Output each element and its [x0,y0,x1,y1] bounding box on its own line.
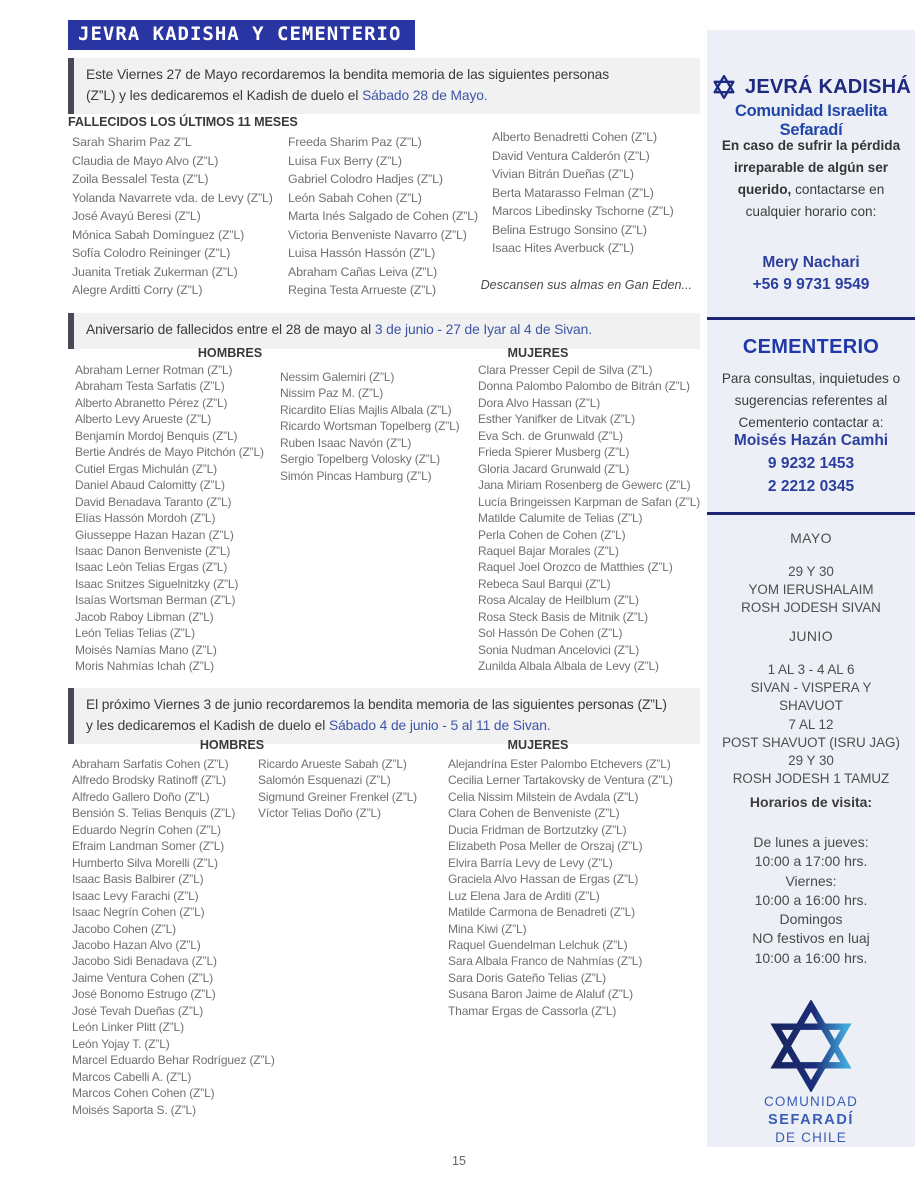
deceased-name: Víctor Telias Doño (Z”L) [258,806,381,821]
calendar-mayo-lines [707,563,915,618]
cementerio-contact-name: Moisés Hazán Camhi [733,432,889,449]
deceased-name: Rosa Steck Basis de Mitnik (Z”L) [478,609,648,624]
deceased-name: Alfredo Brodsky Ratinoff (Z”L) [72,773,227,788]
notice-line2-prefix: (Z”L) y les dedicaremos el Kadish de duelo el [86,87,363,103]
deceased-name: José Tevah Dueñas (Z”L) [72,1003,204,1018]
deceased-name: Gabriel Colodro Hadjes (Z”L) [288,172,443,187]
deceased-name: Alberto Levy Arueste (Z”L) [75,412,212,427]
deceased-name: Mina Kiwi (Z”L) [448,921,527,936]
deceased-name: Humberto Silva Morelli (Z”L) [72,855,218,870]
deceased-name: Abraham Testa Sarfatis (Z”L) [75,379,225,394]
deceased-name: Alfredo Gallero Doño (Z”L) [72,789,210,804]
deceased-name: Cutiel Ergas Michulán (Z”L) [75,461,217,476]
deceased-name: Alberto Abranetto Pérez (Z”L) [75,395,228,410]
deceased-name: Marcos Cohen Cohen (Z”L) [72,1086,215,1101]
deceased-name: Cecilia Lerner Tartakovsky de Ventura (Z”L) [448,773,673,788]
deceased-name: Ducia Fridman de Bortzutzky (Z”L) [448,822,627,837]
deceased-name: Ricardito Elías Majlis Albala (Z”L) [280,402,452,417]
hombres-label: HOMBRES [197,346,263,360]
deceased-name: Elvira Barría Levy de Levy (Z”L) [448,855,613,870]
deceased-name: Yolanda Navarrete vda. de Levy (Z”L) [72,190,273,205]
contact-paragraph-rest: contactarse en cualquier horario con: [745,182,885,220]
deceased-name: Isaac Levy Farachi (Z”L) [72,888,199,903]
contact-paragraph [707,135,915,223]
deceased-name: Elías Hassón Mordoh (Z”L) [75,511,216,526]
deceased-name: Moisés Saporta S. (Z”L) [72,1102,196,1117]
deceased-name: Donna Palombo Palombo de Bitrán (Z”L) [478,379,690,394]
deceased-name: León Sabah Cohen (Z”L) [288,190,422,205]
deceased-name: Celia Nissim Milstein de Avdala (Z”L) [448,789,639,804]
fallecidos-column-2 [288,133,478,300]
comunidad-subtitle: Comunidad Israelita Sefaradí [734,102,887,139]
deceased-name: Marcos Cabelli A. (Z”L) [72,1069,192,1084]
visiting-hours-line: 10:00 a 16:00 hrs. [754,891,868,908]
deceased-name: Giusseppe Hazan Hazan (Z”L) [75,527,234,542]
proximo-hombres-column-1 [72,756,275,1118]
calendar-entry: 29 Y 30 [788,753,834,769]
deceased-name: Jacob Raboy Libman (Z”L) [75,609,214,624]
aniversario-mujeres-column [478,362,700,675]
deceased-name: Claudia de Mayo Alvo (Z”L) [72,153,219,168]
calendar-junio-lines [707,661,915,788]
deceased-name: Lucía Bringeissen Karpman de Safan (Z”L) [478,494,701,509]
deceased-name: Luisa Hassón Hassón (Z”L) [288,246,436,261]
deceased-name: León Linker Plitt (Z”L) [72,1020,184,1035]
calendar-entry: 1 AL 3 - 4 AL 6 [767,662,855,677]
deceased-name: Alberto Benadretti Cohen (Z”L) [492,130,657,144]
deceased-name: Mónica Sabah Domínguez (Z”L) [72,227,245,242]
deceased-name: Efraim Landman Somer (Z”L) [72,839,225,854]
deceased-name: Isaac Basis Balbirer (Z”L) [72,872,204,887]
deceased-name: Moris Nahmías Ichah (Z”L) [75,659,214,674]
fallecidos-column-3 [492,128,674,258]
deceased-name: Daniel Abaud Calomitty (Z”L) [75,478,225,493]
deceased-name: Juanita Tretiak Zukerman (Z”L) [72,264,238,279]
page-title: JEVRA KADISHA Y CEMENTERIO [68,20,415,50]
deceased-name: Ruben Isaac Navón (Z”L) [280,435,412,450]
deceased-name: Clara Presser Cepil de Silva (Z”L) [478,363,653,377]
calendar-month-junio: JUNIO [789,628,833,644]
deceased-name: Eva Sch. de Grunwald (Z”L) [478,428,623,443]
deceased-name: Jacobo Sidi Benadava (Z”L) [72,954,217,969]
deceased-name: Jana Miriam Rosenberg de Gewerc (Z”L) [478,478,691,493]
deceased-name: Regina Testa Arrueste (Z”L) [288,283,436,298]
jevra-kadisha-header [707,74,915,100]
logo-wordmark [707,1093,915,1147]
calendar-month-mayo: MAYO [790,530,832,546]
notice-line1: Este Viernes 27 de Mayo recordaremos la bendita memoria de las siguientes personas [86,67,610,82]
deceased-name: Matilde Carmona de Benadreti (Z”L) [448,905,635,920]
deceased-name: Isaac Snitzes Siguelnitzky (Z”L) [75,576,239,591]
deceased-name: Simón Pincas Hamburg (Z”L) [280,468,432,483]
hombres-label: HOMBRES [199,738,265,752]
calendar-entry: YOM IERUSHALAIM [748,582,874,598]
gan-eden-footnote: Descansen sus almas en Gan Eden... [480,278,692,292]
mujeres-label: MUJERES [507,346,569,360]
contact-phone: +56 9 9731 9549 [752,276,870,293]
logo-line-dechile: DE CHILE [775,1130,847,1145]
deceased-name: Dora Alvo Hassan (Z”L) [478,395,601,410]
deceased-name: Luisa Fux Berry (Z”L) [288,153,402,168]
deceased-name: José Avayú Beresi (Z”L) [72,209,201,224]
fallecidos-column-1 [72,133,273,300]
deceased-name: Marta Inés Salgado de Cohen (Z”L) [288,209,478,224]
deceased-name: Susana Baron Jaime de Alaluf (Z”L) [448,987,633,1002]
horarios-lines [707,833,915,968]
deceased-name: Rosa Alcalay de Heilblum (Z”L) [478,593,639,608]
deceased-name: Sarah Sharim Paz Z”L [72,135,192,149]
divider [707,317,915,320]
notice-prefix: Aniversario de fallecidos entre el 28 de mayo al [86,322,375,337]
calendar-entry: ROSH JODESH SIVAN [741,600,881,616]
calendar-entry: SHAVUOT [779,698,843,714]
cementerio-title: CEMENTERIO [742,336,880,358]
proximo-hombres-column-2 [258,756,417,822]
deceased-name: Vivian Bitrán Dueñas (Z”L) [492,167,634,182]
deceased-name: Graciela Alvo Hassan de Ergas (Z”L) [448,872,639,887]
aniversario-hombres-column-2 [280,369,460,484]
deceased-name: León Yojay T. (Z”L) [72,1036,170,1051]
deceased-name: Gloria Jacard Grunwald (Z”L) [478,461,630,476]
notice-line2-prefix: y les dedicaremos el Kadish de duelo el [86,717,329,733]
deceased-name: Eduardo Negrín Cohen (Z”L) [72,822,221,837]
notice-proximo-viernes [68,688,700,744]
deceased-name: Sigmund Greiner Frenkel (Z”L) [258,789,418,804]
calendar-entry: 7 AL 12 [788,716,834,732]
deceased-name: Isaac Danon Benveniste (Z”L) [75,543,231,558]
deceased-name: Marcel Eduardo Behar Rodríguez (Z”L) [72,1053,275,1068]
visiting-hours-line: Viernes: [785,872,837,889]
deceased-name: Salomón Esquenazi (Z”L) [258,773,391,788]
calendar-entry: 29 Y 30 [788,564,834,579]
deceased-name: Ricardo Wortsman Topelberg (Z”L) [280,419,460,434]
deceased-name: Luz Elena Jara de Arditi (Z”L) [448,888,600,903]
deceased-name: Elizabeth Posa Meller de Orszaj (Z”L) [448,839,643,854]
cementerio-paragraph: Para consultas, inquietudes o sugerencias referentes al Cementerio contactar a: [721,371,901,431]
deceased-name: Nissim Paz M. (Z”L) [280,386,384,401]
deceased-name: Bensión S. Telias Benquis (Z”L) [72,806,236,821]
jevra-kadisha-title: JEVRÁ KADISHÁ [745,75,911,98]
deceased-name: Isaac Negrín Cohen (Z”L) [72,905,205,920]
deceased-name: Benjamín Mordoj Benquis (Z”L) [75,428,238,443]
star-of-david-icon [711,74,737,100]
deceased-name: Isaías Wortsman Berman (Z”L) [75,593,236,608]
deceased-name: Abraham Cañas Leiva (Z”L) [288,264,438,279]
fallecidos-heading: FALLECIDOS LOS ÚLTIMOS 11 MESES [68,115,298,129]
sefaradi-logo [707,1000,915,1097]
deceased-name: Belina Estrugo Sonsino (Z”L) [492,222,647,237]
deceased-name: Sonia Nudman Ancelovici (Z”L) [478,642,640,657]
deceased-name: Sergio Topelberg Volosky (Z”L) [280,452,441,467]
notice-line1: El próximo Viernes 3 de junio recordaremos la bendita memoria de las siguientes personas (Z”L) [86,697,667,712]
deceased-name: David Ventura Calderón (Z”L) [492,148,650,163]
deceased-name: Alegre Arditti Corry (Z”L) [72,283,203,298]
notice-highlight-date: Sábado 4 de junio - 5 al 11 de Sivan. [328,717,551,733]
horarios-title: Horarios de visita: [749,794,873,810]
calendar-entry: SIVAN - VISPERA Y [750,680,872,696]
sidebar [707,30,915,1147]
deceased-name: Bertie Andrés de Mayo Pitchón (Z”L) [75,445,264,460]
deceased-name: Sara Doris Gateño Telias (Z”L) [448,970,607,985]
deceased-name: Rebeca Saul Barqui (Z”L) [478,576,611,591]
deceased-name: Sara Albala Franco de Nahmías (Z”L) [448,954,643,969]
deceased-name: Moisés Namías Mano (Z”L) [75,642,217,657]
contact-paragraph-bold: En caso de sufrir la pérdida irreparable de algún ser querido, [721,138,901,198]
proximo-mujeres-column [448,756,673,1019]
deceased-name: Esther Yanifker de Litvak (Z”L) [478,412,635,427]
visiting-hours-line: Domingos [779,911,843,928]
deceased-name: Raquel Guendelman Lelchuk (Z”L) [448,937,628,952]
deceased-name: Raquel Bajar Morales (Z”L) [478,543,619,558]
deceased-name: Isaac Leòn Telias Ergas (Z”L) [75,560,228,575]
visiting-hours-line: 10:00 a 17:00 hrs. [754,853,868,870]
calendar-entry: ROSH JODESH 1 TAMUZ [732,771,890,787]
visiting-hours-line: NO festivos en luaj [752,930,870,947]
deceased-name: Jaime Ventura Cohen (Z”L) [72,970,213,985]
notice-viernes-27 [68,58,700,114]
divider [707,512,915,515]
mujeres-label: MUJERES [507,738,569,752]
deceased-name: Jacobo Hazan Alvo (Z”L) [72,937,201,952]
deceased-name: Alejandrína Ester Palombo Etchevers (Z”L) [448,757,671,771]
deceased-name: Isaac Hites Averbuck (Z”L) [492,241,634,256]
deceased-name: Ricardo Arueste Sabah (Z”L) [258,757,407,771]
logo-line-sefaradi: SEFARADÍ [767,1112,855,1128]
deceased-name: David Benadava Taranto (Z”L) [75,494,232,509]
visiting-hours-line: 10:00 a 16:00 hrs. [754,949,868,966]
deceased-name: Jacobo Cohen (Z”L) [72,921,177,936]
deceased-name: Nessim Galemiri (Z”L) [280,370,395,384]
logo-line-comunidad: COMUNIDAD [763,1094,859,1109]
aniversario-hombres-column-1 [75,362,264,675]
notice-highlight-date: 3 de junio - 27 de Iyar al 4 de Sivan. [374,322,592,337]
deceased-name: Freeda Sharim Paz (Z”L) [288,135,422,149]
deceased-name: Sol Hassón De Cohen (Z”L) [478,626,623,641]
deceased-name: León Telias Telias (Z”L) [75,626,196,641]
cementerio-phone-2: 2 2212 0345 [767,478,855,495]
contact-name: Mery Nachari [762,254,860,271]
deceased-name: Marcos Libedinsky Tschorne (Z”L) [492,204,674,219]
deceased-name: Raquel Joel Orozco de Matthies (Z”L) [478,560,673,575]
deceased-name: Abraham Sarfatis Cohen (Z”L) [72,757,229,771]
page-number: 15 [452,1154,466,1168]
deceased-name: Berta Matarasso Felman (Z”L) [492,185,654,200]
deceased-name: Sofía Colodro Reininger (Z”L) [72,246,231,261]
deceased-name: Clara Cohen de Benveniste (Z”L) [448,806,620,821]
notice-highlight-date: Sábado 28 de Mayo. [362,87,488,103]
deceased-name: Matilde Calumite de Telias (Z”L) [478,511,643,526]
visiting-hours-line: De lunes a jueves: [753,834,869,850]
notice-aniversario [68,313,700,349]
deceased-name: Zunilda Albala Albala de Levy (Z”L) [478,659,659,674]
deceased-name: Frieda Spierer Musberg (Z”L) [478,445,630,460]
star-of-david-logo-icon [765,1000,857,1092]
calendar-entry: POST SHAVUOT (ISRU JAG) [722,734,900,750]
deceased-name: Victoria Benveniste Navarro (Z”L) [288,227,467,242]
deceased-name: Perla Cohen de Cohen (Z”L) [478,527,626,542]
deceased-name: Zoila Bessalel Testa (Z”L) [72,172,209,187]
cementerio-phone-1: 9 9232 1453 [767,455,855,472]
deceased-name: José Bonomo Estrugo (Z”L) [72,987,216,1002]
deceased-name: Abraham Lerner Rotman (Z”L) [75,363,233,377]
deceased-name: Thamar Ergas de Cassorla (Z”L) [448,1003,617,1018]
